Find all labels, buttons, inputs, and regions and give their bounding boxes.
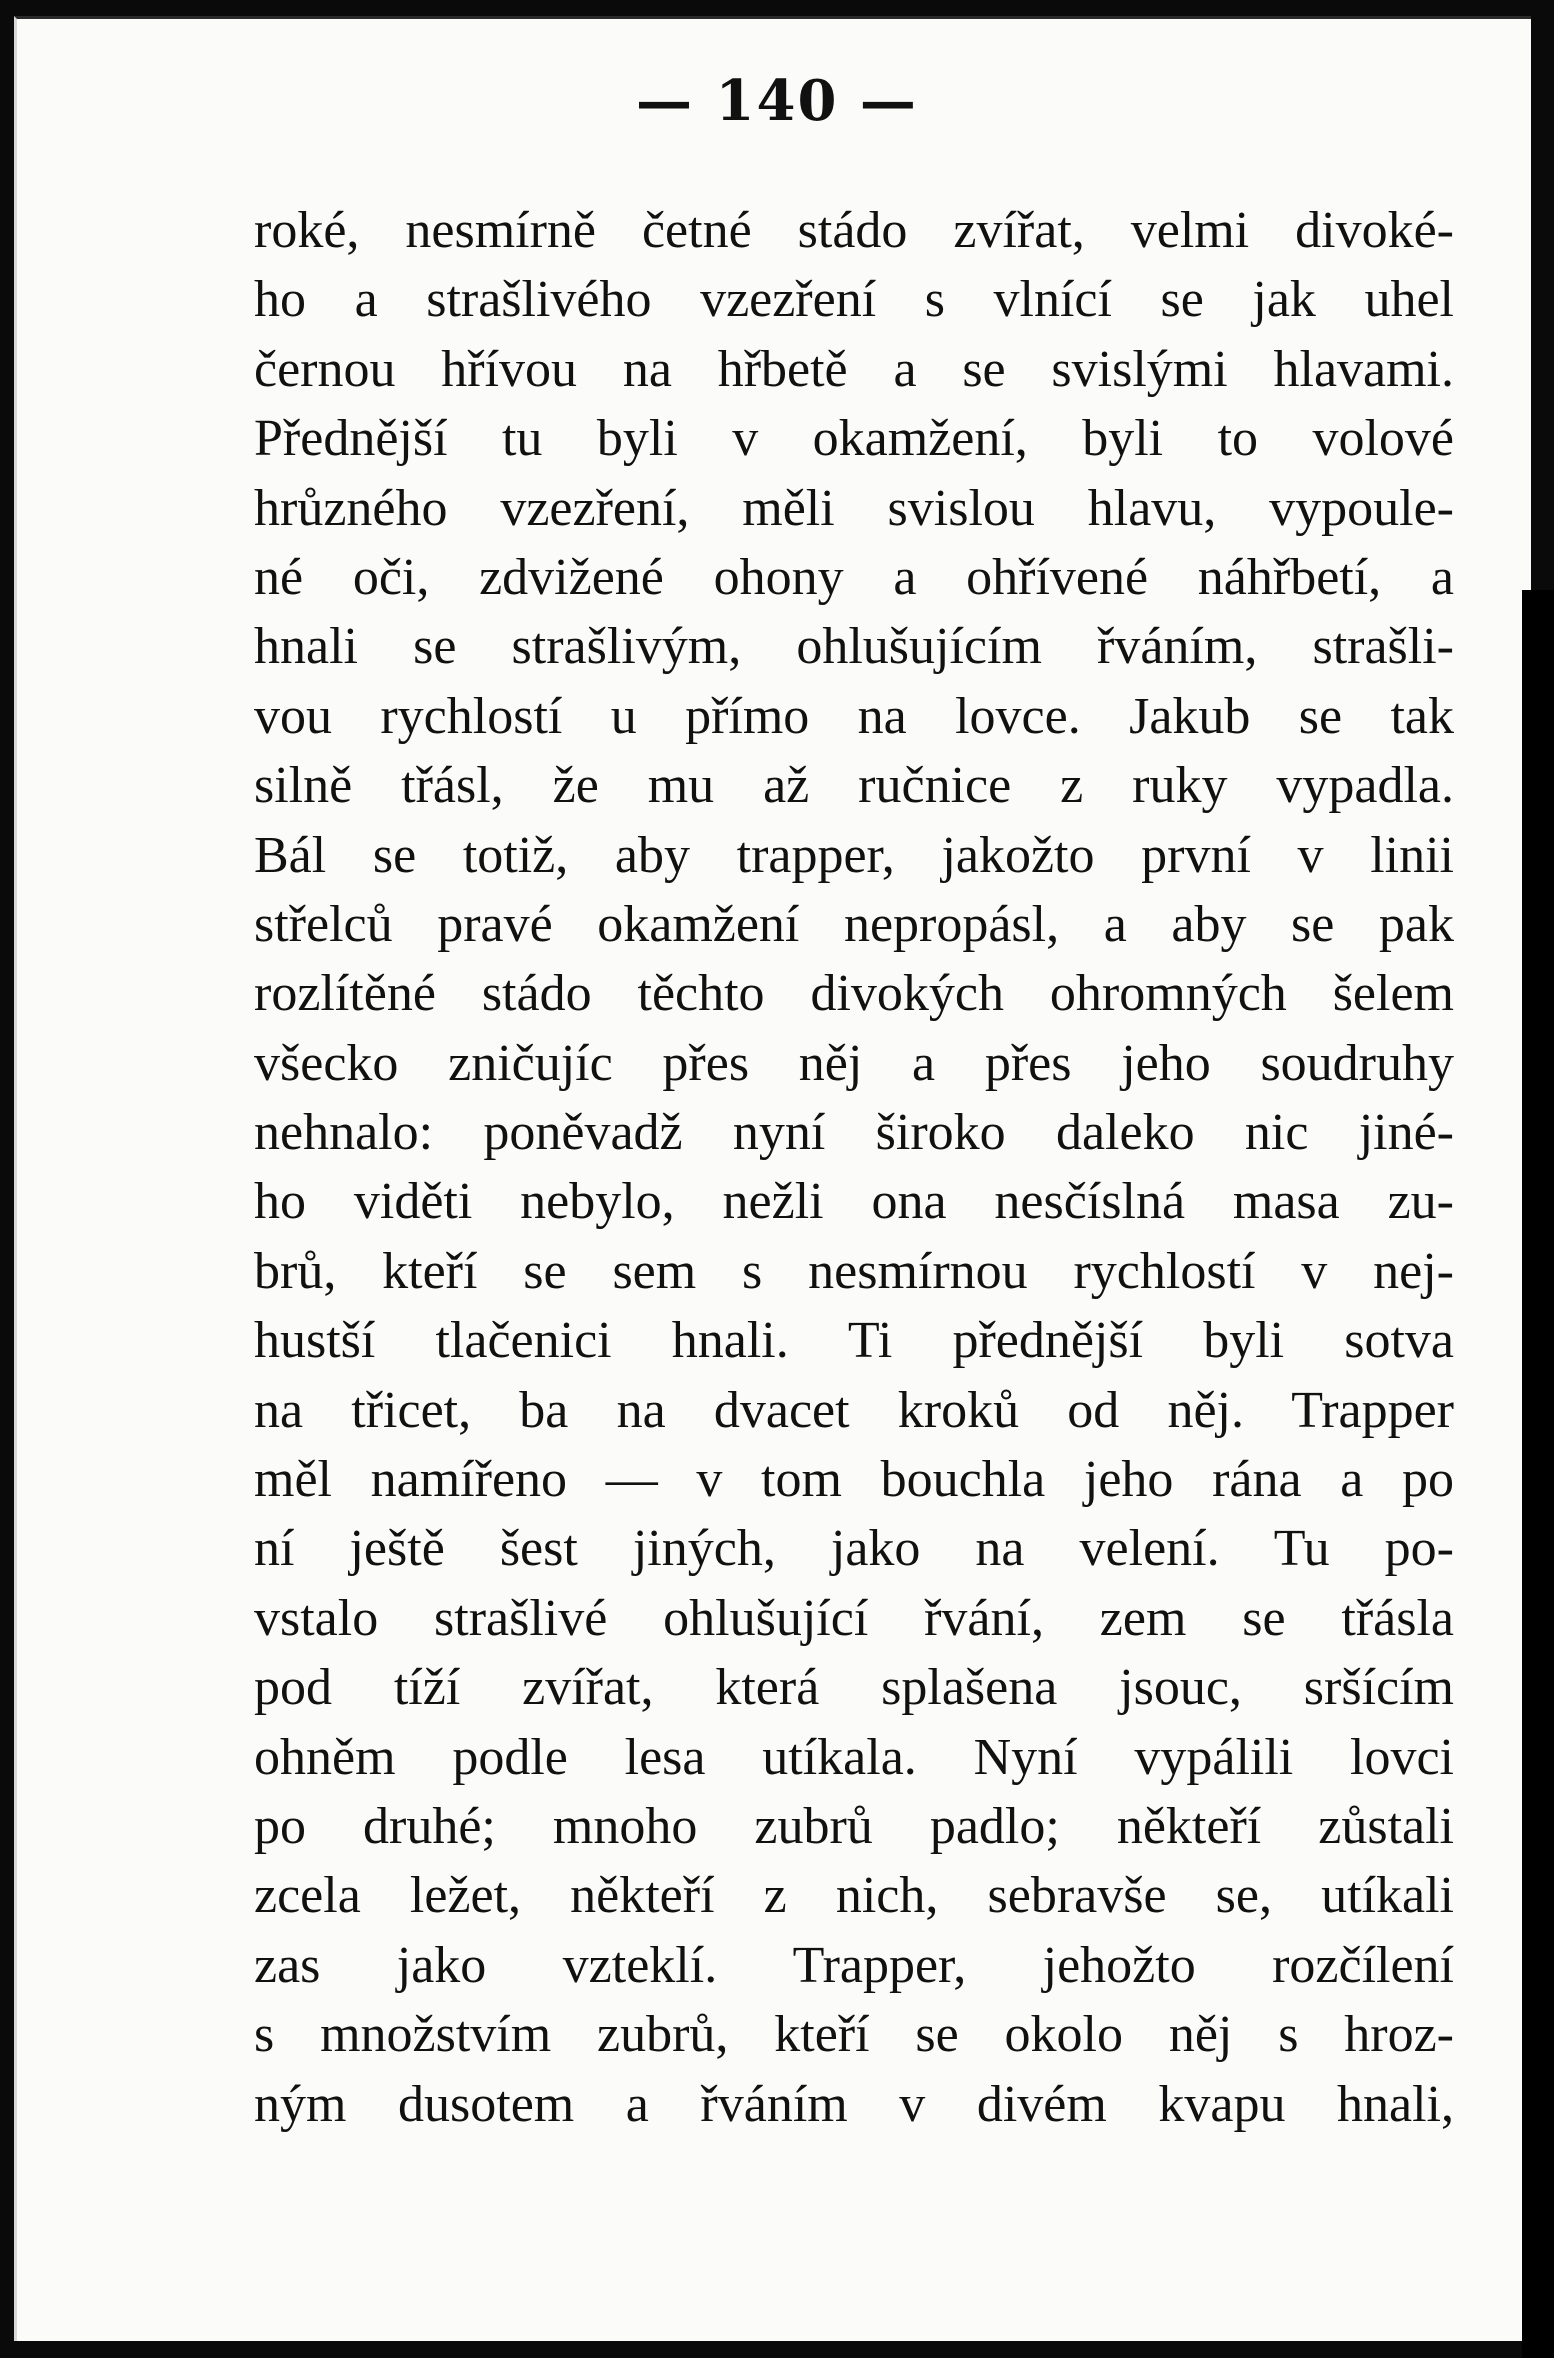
text-line: roké, nesmírně četné stádo zvířat, velmi divoké- <box>254 202 1454 259</box>
text-line: na třicet, ba na dvacet kroků od něj. Trapper <box>254 1381 1454 1439</box>
text-line: Přednější tu byli v okamžení, byli to volové <box>254 410 1454 468</box>
text-line: zcela ležet, někteří z nich, sebravše se, utíkali <box>254 1867 1454 1925</box>
text-line: měl namířeno — v tom bouchla jeho rána a po <box>254 1451 1454 1509</box>
text-line: Bál se totiž, aby trapper, jakožto první v linii <box>254 826 1454 884</box>
text-line: ohněm podle lesa utíkala. Nyní vypálili lovci <box>254 1728 1454 1786</box>
text-line: brů, kteří se sem s nesmírnou rychlostí v nej- <box>254 1242 1454 1300</box>
text-line: zas jako vzteklí. Trapper, jehožto rozčílení <box>254 1936 1454 1994</box>
text-line: hnali se strašlivým, ohlušujícím řváním, strašli- <box>254 618 1454 676</box>
text-line: ho viděti nebylo, nežli ona nesčíslná masa zu- <box>254 1173 1454 1231</box>
text-line: vstalo strašlivé ohlušující řvání, zem se třásla <box>254 1589 1454 1647</box>
page-edge-shadow <box>1522 590 1554 2358</box>
text-line: po druhé; mnoho zubrů padlo; někteří zůstali <box>254 1797 1454 1855</box>
text-line: nehnalo: poněvadž nyní široko daleko nic jiné- <box>254 1104 1454 1162</box>
text-line: silně třásl, že mu až ručnice z ruky vypadla. <box>254 757 1454 815</box>
text-line: hrůzného vzezření, měli svislou hlavu, vypoule- <box>254 479 1454 537</box>
text-line: né oči, zdvižené ohony a ohřívené náhřbetí, a <box>254 548 1454 606</box>
text-line: s množstvím zubrů, kteří se okolo něj s hroz- <box>254 2006 1454 2064</box>
text-line: střelců pravé okamžení nepropásl, a aby se pak <box>254 895 1454 953</box>
body-text <box>254 196 1454 2139</box>
text-line: pod tíží zvířat, která splašena jsouc, sršícím <box>254 1659 1454 1717</box>
page-number: — 140 — <box>636 68 918 134</box>
text-line: černou hřívou na hřbetě a se svislými hlavami. <box>254 340 1454 398</box>
text-line: ho a strašlivého vzezření s vlnící se jak uhel <box>254 271 1454 329</box>
text-line: vou rychlostí u přímo na lovce. Jakub se tak <box>254 687 1454 745</box>
text-line: ným dusotem a řváním v divém kvapu hnali, <box>254 2075 1454 2133</box>
text-line: všecko zničujíc přes něj a přes jeho soudruhy <box>254 1034 1454 1092</box>
text-line: rozlítěné stádo těchto divokých ohromných šelem <box>254 965 1454 1023</box>
text-line: ní ještě šest jiných, jako na velení. Tu po- <box>254 1520 1454 1578</box>
text-line: hustší tlačenici hnali. Ti přednější byli sotva <box>254 1312 1454 1370</box>
